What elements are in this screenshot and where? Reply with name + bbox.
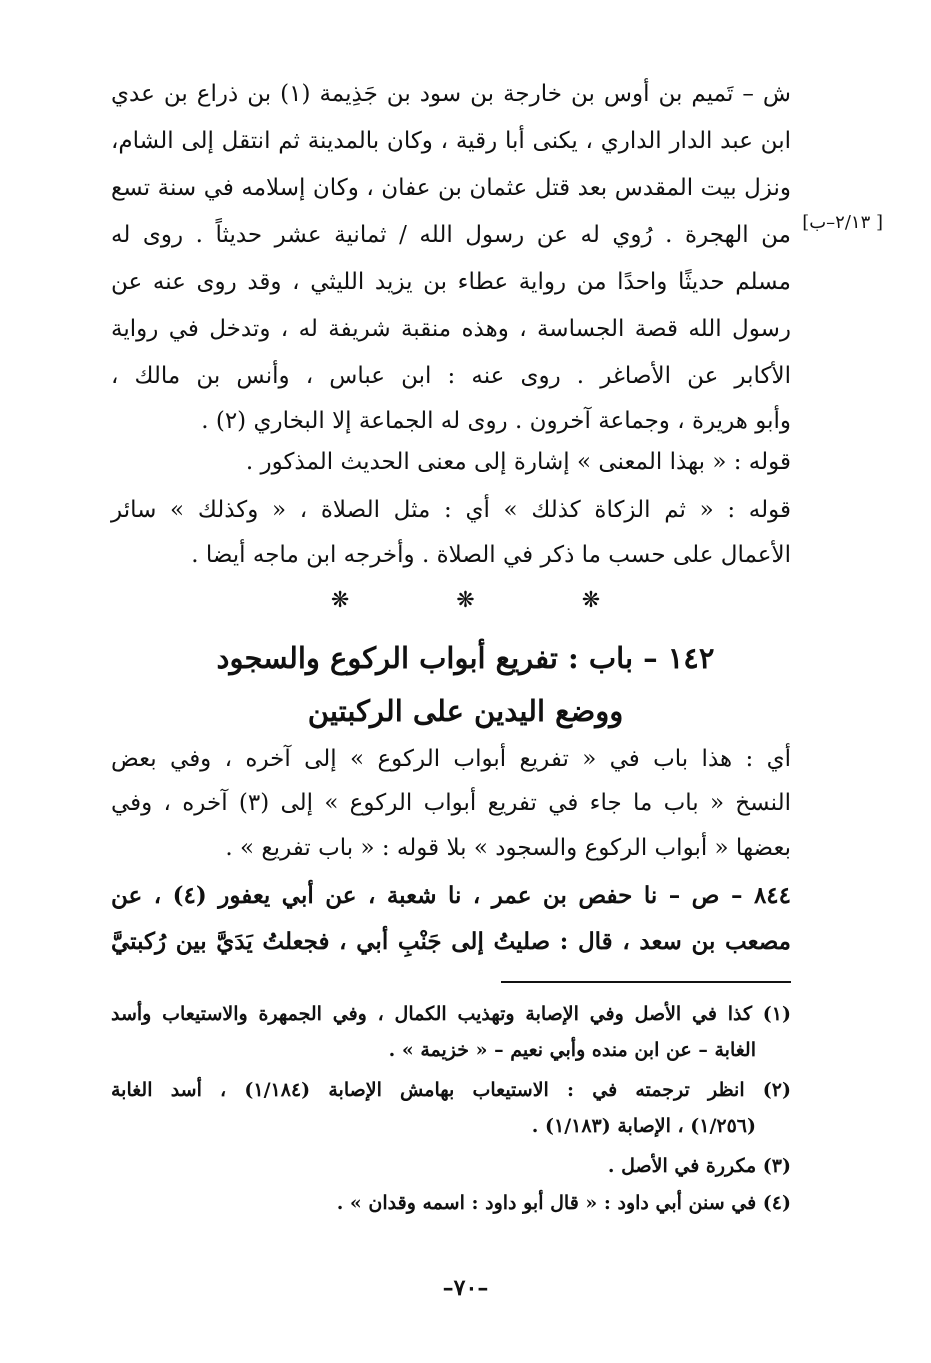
body-line-1: ش – تَميم بن أوس بن خارجة بن سود بن جَذِيمة (١) بن ذراع بن عدي bbox=[111, 81, 791, 107]
footnote-2-line-2: (١/٢٥٦) ، الإصابة (١/١٨٣) . bbox=[531, 1115, 756, 1137]
footnote-separator-rule bbox=[501, 981, 791, 983]
body-line-6: رسول الله قصة الجساسة ، وهذه منقبة شريفة له ، وتدخل في رواية bbox=[111, 316, 791, 342]
qawluh-2-line-2: الأعمال على حسب ما ذكر في الصلاة . وأخرجه ابن ماجه أيضا . bbox=[191, 542, 791, 568]
page-number: –٧٠– bbox=[442, 1275, 489, 1301]
footnote-3: (٣) مكررة في الأصل . bbox=[607, 1155, 791, 1177]
body-line-4: من الهجرة . رُوي له عن رسول الله / ثمانية عشر حديثاً . روى له bbox=[111, 222, 791, 248]
hadith-line-1: ٨٤٤ – ص – نا حفص بن عمر ، نا شعبة ، عن أبي يعفور (٤) ، عن bbox=[111, 882, 791, 909]
body-line-7: الأكابر عن الأصاغر . روى عنه : ابن عباس ، وأنس بن مالك ، bbox=[111, 363, 791, 389]
body-line-5: مسلم حديثًا واحدًا من رواية عطاء بن يزيد الليثي ، وقد روى عنه عن bbox=[111, 269, 791, 295]
body-line-3: ونزل بيت المقدس بعد قتل عثمان بن عفان ، وكان إسلامه في سنة تسع bbox=[111, 175, 791, 201]
commentary-line-3: بعضها « أبواب الركوع والسجود » بلا قوله : « باب تفريع » . bbox=[225, 835, 791, 861]
margin-folio-note: [ ٢/١٣–ب] bbox=[802, 212, 883, 233]
footnote-4: (٤) في سنن أبي داود : « قال أبو داود : اسمه وقدان » . bbox=[336, 1192, 791, 1214]
hadith-line-2: مصعب بن سعد ، قال : صليتُ إلى جَنْبِ أبي ، فجعلتُ يَدَيَّ بين رُكبتيَّ bbox=[111, 928, 791, 955]
footnote-2-line-1: (٢) انظر ترجمته في : الاستيعاب بهامش الإصابة (١/١٨٤) ، أسد الغابة bbox=[111, 1079, 792, 1101]
chapter-heading-line-2: ووضع اليدين على الركبتين bbox=[307, 694, 624, 728]
footnote-1-line-1: (١) كذا في الأصل وفي الإصابة وتهذيب الكمال ، وفي الجمهرة والاستيعاب وأسد bbox=[111, 1003, 791, 1025]
body-line-8: وأبو هريرة ، وجماعة آخرون . روى له الجماعة إلا البخاري (٢) . bbox=[201, 408, 791, 434]
footnote-1-line-2: الغابة – عن ابن منده وأبي نعيم – « خزيمة » . bbox=[388, 1039, 756, 1061]
qawluh-line-1: قوله : « بهذا المعنى » إشارة إلى معنى الحديث المذكور . bbox=[245, 449, 791, 475]
qawluh-2-line-1: قوله : « ثم الزكاة كذلك » أي : مثل الصلاة ، « وكذلك » سائر bbox=[111, 497, 791, 523]
commentary-line-2: النسخ « باب ما جاء في تفريع أبواب الركوع » إلى (٣) آخره ، وفي bbox=[111, 790, 791, 816]
commentary-line-1: أي : هذا باب في « تفريع أبواب الركوع » إلى آخره ، وفي بعض bbox=[111, 746, 791, 772]
section-separator-stars: ❋ ❋ ❋ bbox=[330, 588, 651, 613]
body-line-2: ابن عبد الدار الداري ، يكنى أبا رقية ، وكان بالمدينة ثم انتقل إلى الشام، bbox=[111, 128, 791, 154]
chapter-heading-line-1: ١٤٢ – باب : تفريع أبواب الركوع والسجود bbox=[216, 641, 715, 675]
